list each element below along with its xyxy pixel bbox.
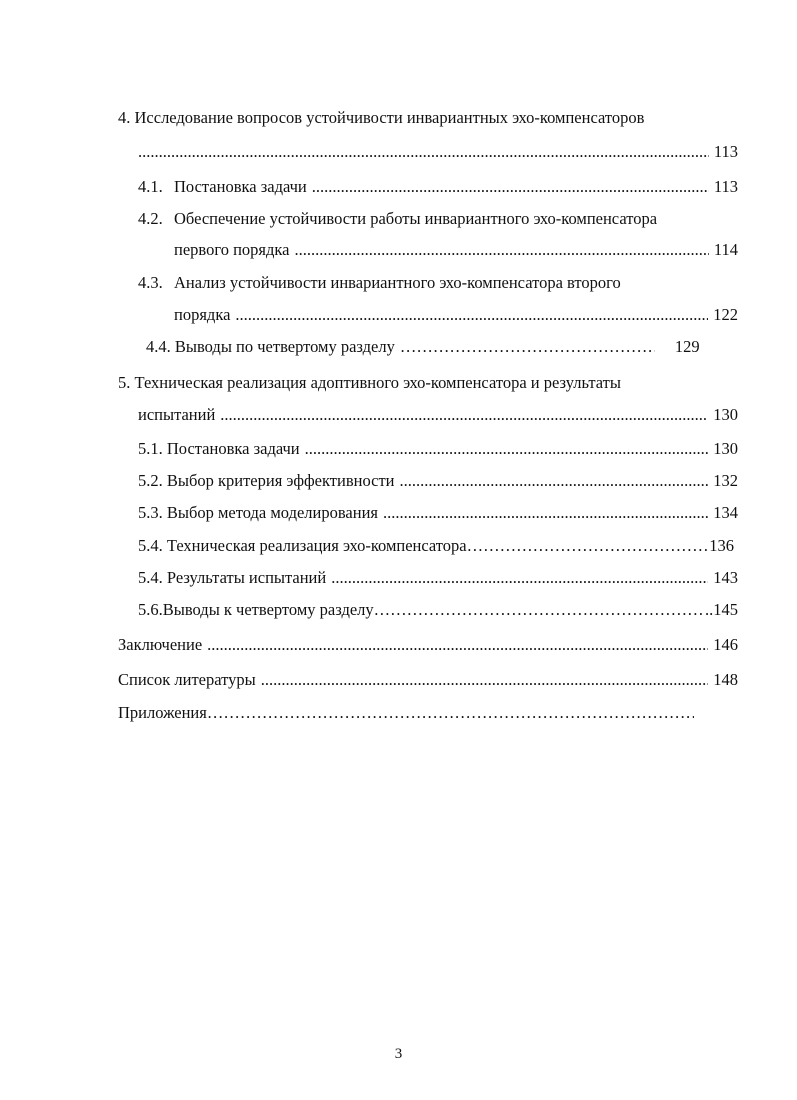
toc-item-5-5[interactable]: [138, 568, 738, 588]
leader-dots: [235, 305, 708, 325]
toc-page: 130: [713, 439, 738, 458]
leader-dots: [261, 670, 709, 690]
toc-item-title: Анализ устойчивости инвариантного эхо-компенсатора второго: [174, 273, 621, 292]
toc-item-title: 4.4. Выводы по четвертому разделу: [146, 337, 395, 356]
toc-item-title: 5.6.Выводы к четвертому разделу: [138, 600, 374, 619]
toc-item-title: 5.1. Постановка задачи: [138, 439, 300, 458]
toc-item-5-2[interactable]: [138, 471, 738, 491]
toc-item-title: 5.4. Техническая реализация эхо-компенсатора: [138, 536, 467, 555]
toc-item-number: 4.3.: [138, 273, 163, 292]
leader-dots: [400, 471, 709, 491]
toc-item-5-4[interactable]: [138, 536, 734, 556]
leader-dots: [467, 536, 708, 556]
toc-page: ..145: [705, 600, 738, 619]
toc-section-4-title[interactable]: 4. Исследование вопросов устойчивости инвариантных эхо-компенсаторов: [118, 108, 645, 127]
leader-dots: [305, 439, 709, 459]
toc-references[interactable]: [118, 670, 738, 690]
toc-section-5-cont[interactable]: [138, 405, 738, 425]
toc-item-title: Обеспечение устойчивости работы инвариантного эхо-компенсатора: [174, 209, 658, 228]
leader-dots: [207, 635, 708, 655]
toc-item-title: Приложения: [118, 703, 207, 722]
toc-item-title: Заключение: [118, 635, 203, 654]
leader-dots: [383, 503, 708, 523]
toc-section-title-cont: испытаний: [138, 405, 216, 424]
toc-page: 132: [713, 471, 738, 490]
toc-item-title: Список литературы: [118, 670, 256, 689]
toc-item-title: 5.3. Выбор метода моделирования: [138, 503, 379, 522]
toc-page: 122: [713, 305, 738, 324]
leader-dots: [294, 240, 708, 260]
toc-page: 134: [713, 503, 738, 522]
toc-item-4-3-cont[interactable]: [174, 305, 738, 325]
leader-dots: [312, 177, 709, 197]
toc-item-title: Постановка задачи: [174, 177, 307, 196]
toc-item-5-6[interactable]: [138, 600, 738, 620]
toc-item-title: 5.4. Результаты испытаний: [138, 568, 327, 587]
toc-item-5-3[interactable]: [138, 503, 738, 523]
leader-dots: [220, 405, 708, 425]
toc-appendix[interactable]: [118, 703, 694, 723]
toc-page: 136: [709, 536, 734, 555]
leader-dots: [400, 337, 655, 357]
toc-item-title-cont: первого порядка: [174, 240, 290, 259]
toc-item-4-2-cont[interactable]: [174, 240, 738, 260]
toc-page: 113: [713, 177, 738, 196]
toc-page: 143: [713, 568, 738, 587]
toc-item-4-4[interactable]: [146, 337, 736, 357]
toc-item-title: 5.2. Выбор критерия эффективности: [138, 471, 395, 490]
toc-item-4-2[interactable]: [138, 209, 657, 229]
toc-page: 129: [674, 337, 700, 356]
page-number: 3: [394, 1046, 403, 1062]
toc-item-number: 4.2.: [138, 209, 163, 228]
toc-page: 148: [713, 670, 738, 689]
leader-dots: [207, 703, 694, 723]
leader-dots: [331, 568, 708, 588]
toc-section-5-title[interactable]: 5. Техническая реализация адоптивного эхо-компенсатора и результаты: [118, 373, 621, 392]
toc-item-title-cont: порядка: [174, 305, 231, 324]
toc-item-4-3[interactable]: [138, 273, 621, 293]
leader-dots: [138, 142, 709, 162]
toc-page: 146: [713, 635, 738, 654]
toc-section-4-leader[interactable]: [138, 142, 738, 162]
leader-dots: [374, 600, 705, 620]
toc-conclusion[interactable]: [118, 635, 738, 655]
toc-item-5-1[interactable]: [138, 439, 738, 459]
toc-page: 114: [713, 240, 738, 259]
toc-page: 130: [713, 405, 738, 424]
toc-page: 113: [713, 142, 738, 161]
toc-item-4-1[interactable]: [138, 177, 738, 197]
toc-item-number: 4.1.: [138, 177, 163, 196]
